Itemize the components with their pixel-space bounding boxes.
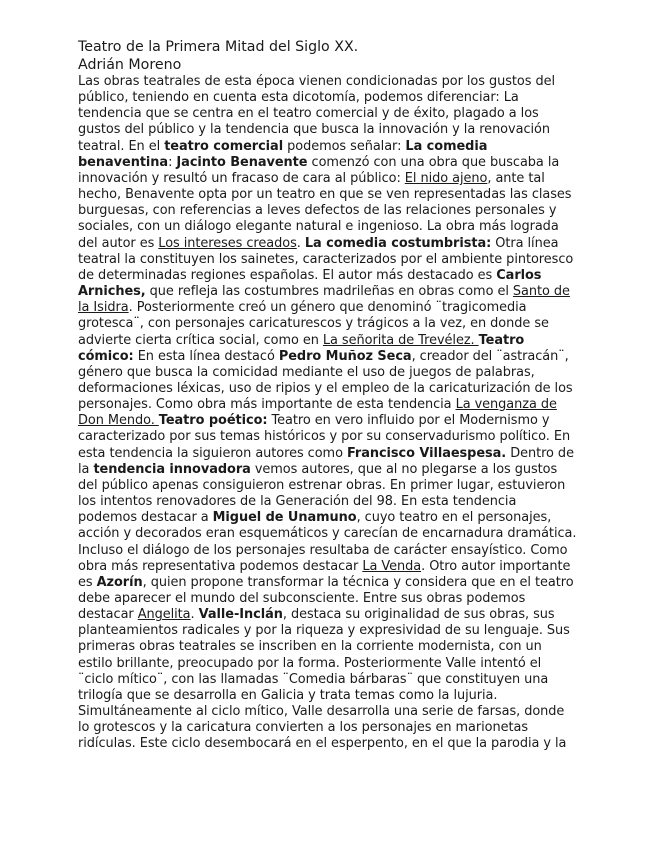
bold-term: La comedia costumbrista: — [304, 235, 492, 251]
text-run: Simultáneamente al ciclo mítico, Valle desarrolla una serie de farsas, donde — [78, 704, 565, 720]
text-run: . — [190, 607, 199, 623]
text-run: advierte cierta crítica social, como en — [78, 332, 323, 348]
body-line — [78, 349, 578, 365]
body-line — [78, 591, 578, 607]
work-title: Santo de — [512, 284, 570, 300]
text-run: Dentro de — [506, 445, 574, 461]
bold-term: Azorín — [96, 574, 143, 590]
body-line — [78, 494, 578, 510]
body-line — [78, 219, 578, 235]
body-line — [78, 252, 578, 268]
text-run: caracterizado por sus temas históricos y por su conservadurismo político. En — [78, 429, 571, 445]
text-run: del autor es — [78, 235, 159, 251]
text-run: tendencia que se centra en el teatro comercial y de éxito, plagado a los — [78, 106, 539, 122]
body-line — [78, 559, 578, 575]
body-line — [78, 397, 578, 413]
text-run: Otra línea — [491, 235, 559, 251]
body-line — [78, 171, 578, 187]
work-title: El nido ajeno — [404, 170, 488, 186]
text-run: , quien propone transformar la técnica y considera que en el teatro — [142, 574, 574, 590]
text-run: , creador del ¨astracán¨, — [411, 348, 569, 364]
body-line — [78, 187, 578, 203]
text-run: personajes. Como obra más importante de esta tendencia — [78, 397, 456, 413]
text-run: ridículas. Este ciclo desembocará en el esperpento, en el que la parodia y la — [78, 736, 567, 752]
bold-term: benaventina — [78, 154, 169, 170]
text-run: lo grotescos y la caricatura convierten a los personajes en marionetas — [78, 720, 529, 736]
text-run: es — [78, 574, 97, 590]
body-line — [78, 90, 578, 106]
text-run: Teatro en vero influido por el Modernismo y — [267, 413, 550, 429]
body-line — [78, 268, 578, 284]
text-run: podemos señalar: — [283, 138, 406, 154]
body-line — [78, 607, 578, 623]
text-run: acción y decorados eran esquemáticos y carecían de encarnadura dramática. — [78, 526, 577, 542]
text-run: público, teniendo en cuenta esta dicotomía, podemos diferenciar: La — [78, 90, 519, 106]
work-title: la Isidra — [78, 300, 129, 316]
text-run: teatral la constituyen los sainetes, caracterizados por el ambiente pintoresco — [78, 251, 574, 267]
body-line — [78, 688, 578, 704]
body-line — [78, 413, 578, 429]
text-run: Las obras teatrales de esta época vienen condicionadas por los gustos del — [78, 74, 555, 89]
bold-term: Carlos — [496, 267, 542, 283]
text-run: sociales, con un diálogo elegante natural e ingenioso. La obra más lograda — [78, 219, 559, 235]
body-line — [78, 139, 578, 155]
bold-term: Jacinto Benavente — [176, 154, 308, 170]
bold-term: Arniches, — [78, 284, 146, 300]
text-run: destacar — [78, 607, 138, 623]
body-line — [78, 510, 578, 526]
body-line — [78, 74, 578, 90]
bold-term: cómico: — [78, 348, 134, 364]
bold-term: Teatro poético: — [158, 413, 268, 429]
body-line — [78, 478, 578, 494]
text-run: ¨ciclo mítico¨, con las llamadas ¨Comedia bárbaras¨ que constituyen una — [78, 671, 549, 687]
body-line — [78, 300, 578, 316]
body-line — [78, 462, 578, 478]
work-title: Angelita — [137, 607, 191, 623]
text-run: , destaca su originalidad de sus obras, sus — [282, 607, 555, 623]
text-run: planteamientos radicales y por la riqueza y expresividad de su lenguaje. Sus — [78, 623, 570, 639]
text-run: género que busca la comicidad mediante el uso de juegos de palabras, — [78, 364, 535, 380]
text-run: del público apenas consiguieron estrenar obras. En primer lugar, estuvieron — [78, 477, 566, 493]
body-line — [78, 333, 578, 349]
work-title: La venganza de — [455, 397, 557, 413]
body-line — [78, 236, 578, 252]
text-run: Incluso el diálogo de los personajes resultaba de carácter ensayístico. Como — [78, 542, 568, 558]
body-line — [78, 381, 578, 397]
body-line — [78, 284, 578, 300]
body-line — [78, 155, 578, 171]
bold-term: teatro comercial — [164, 138, 284, 154]
text-run: : — [168, 154, 177, 170]
text-run: podemos destacar a — [78, 510, 213, 526]
text-run: . Posteriormente creó un género que denominó ¨tragicomedia — [128, 300, 527, 316]
body-line — [78, 526, 578, 542]
body-line — [78, 575, 578, 591]
bold-term: La comedia — [405, 138, 488, 154]
text-run: hecho, Benavente opta por un teatro en que se ven representadas las clases — [78, 187, 572, 203]
work-title: La señorita de Trevélez. — [322, 332, 479, 348]
text-run: debe aparecer el mundo del subconsciente. Entre sus obras podemos — [78, 591, 526, 606]
text-run: esta tendencia la siguieron autores como — [78, 445, 347, 461]
text-run: teatral. En el — [78, 138, 165, 154]
bold-term: tendencia innovadora — [93, 461, 251, 477]
text-run: burguesas, con referencias a leves defectos de las relaciones personales y — [78, 203, 557, 219]
body-line — [78, 704, 578, 720]
text-run: deformaciones léxicas, uso de ripios y el empleo de la caricaturización de los — [78, 380, 573, 396]
text-run: grotesca¨, con personajes caricaturescos y trágicos a la vez, en donde se — [78, 316, 549, 332]
bold-term: Pedro Muñoz Seca — [278, 348, 412, 364]
body-line — [78, 446, 578, 462]
text-run: la — [78, 461, 94, 477]
text-run: que refleja las costumbres madrileñas en obras como el — [145, 284, 513, 300]
text-run: . Otro autor importante — [421, 558, 571, 574]
text-run: En esta línea destacó — [133, 348, 279, 364]
text-run: comenzó con una obra que buscaba la — [307, 154, 560, 170]
body-line — [78, 543, 578, 559]
body-line — [78, 106, 578, 122]
text-run: estilo brillante, preocupado por la forma. Posteriormente Valle intentó el — [78, 655, 542, 671]
document-title: Teatro de la Primera Mitad del Siglo XX. — [78, 39, 359, 55]
bold-term: Valle-Inclán — [198, 607, 283, 623]
text-run: trilogía que se desarrolla en Galicia y trata temas como la lujuria. — [78, 687, 498, 703]
bold-term: Francisco Villaespesa. — [346, 445, 507, 461]
body-line — [78, 656, 578, 672]
text-run: de determinadas regiones españolas. El autor más destacado es — [78, 267, 497, 283]
text-run: , ante tal — [487, 170, 545, 186]
text-run: primeras obras teatrales se inscriben en la corriente modernista, con un — [78, 639, 542, 655]
body-line — [78, 639, 578, 655]
body-line — [78, 720, 578, 736]
work-title: La Venda — [362, 558, 422, 574]
text-run: los intentos renovadores de la Generación del 98. En esta tendencia — [78, 494, 517, 510]
body-line — [78, 736, 578, 752]
document-page — [78, 38, 578, 753]
body-line — [78, 316, 578, 332]
bold-term: Miguel de Unamuno — [212, 510, 357, 526]
body-line — [78, 429, 578, 445]
document-author: Adrián Moreno — [78, 57, 182, 73]
work-title: Don Mendo. — [78, 413, 159, 429]
text-run: vemos autores, que al no plegarse a los gustos — [250, 461, 558, 477]
text-run: obra más representativa podemos destacar — [78, 558, 363, 574]
work-title: Los intereses creados — [158, 235, 297, 251]
body-line — [78, 672, 578, 688]
body-line — [78, 122, 578, 138]
document-body — [78, 74, 578, 753]
text-run: , cuyo teatro en el personajes, — [356, 510, 552, 526]
bold-term: Teatro — [478, 332, 525, 348]
text-run: gustos del público y la tendencia que busca la innovación y la renovación — [78, 122, 550, 138]
body-line — [78, 365, 578, 381]
text-run: innovación y resultó un fracaso de cara al público: — [78, 170, 405, 186]
text-run: . — [296, 235, 305, 251]
body-line — [78, 203, 578, 219]
body-line — [78, 623, 578, 639]
